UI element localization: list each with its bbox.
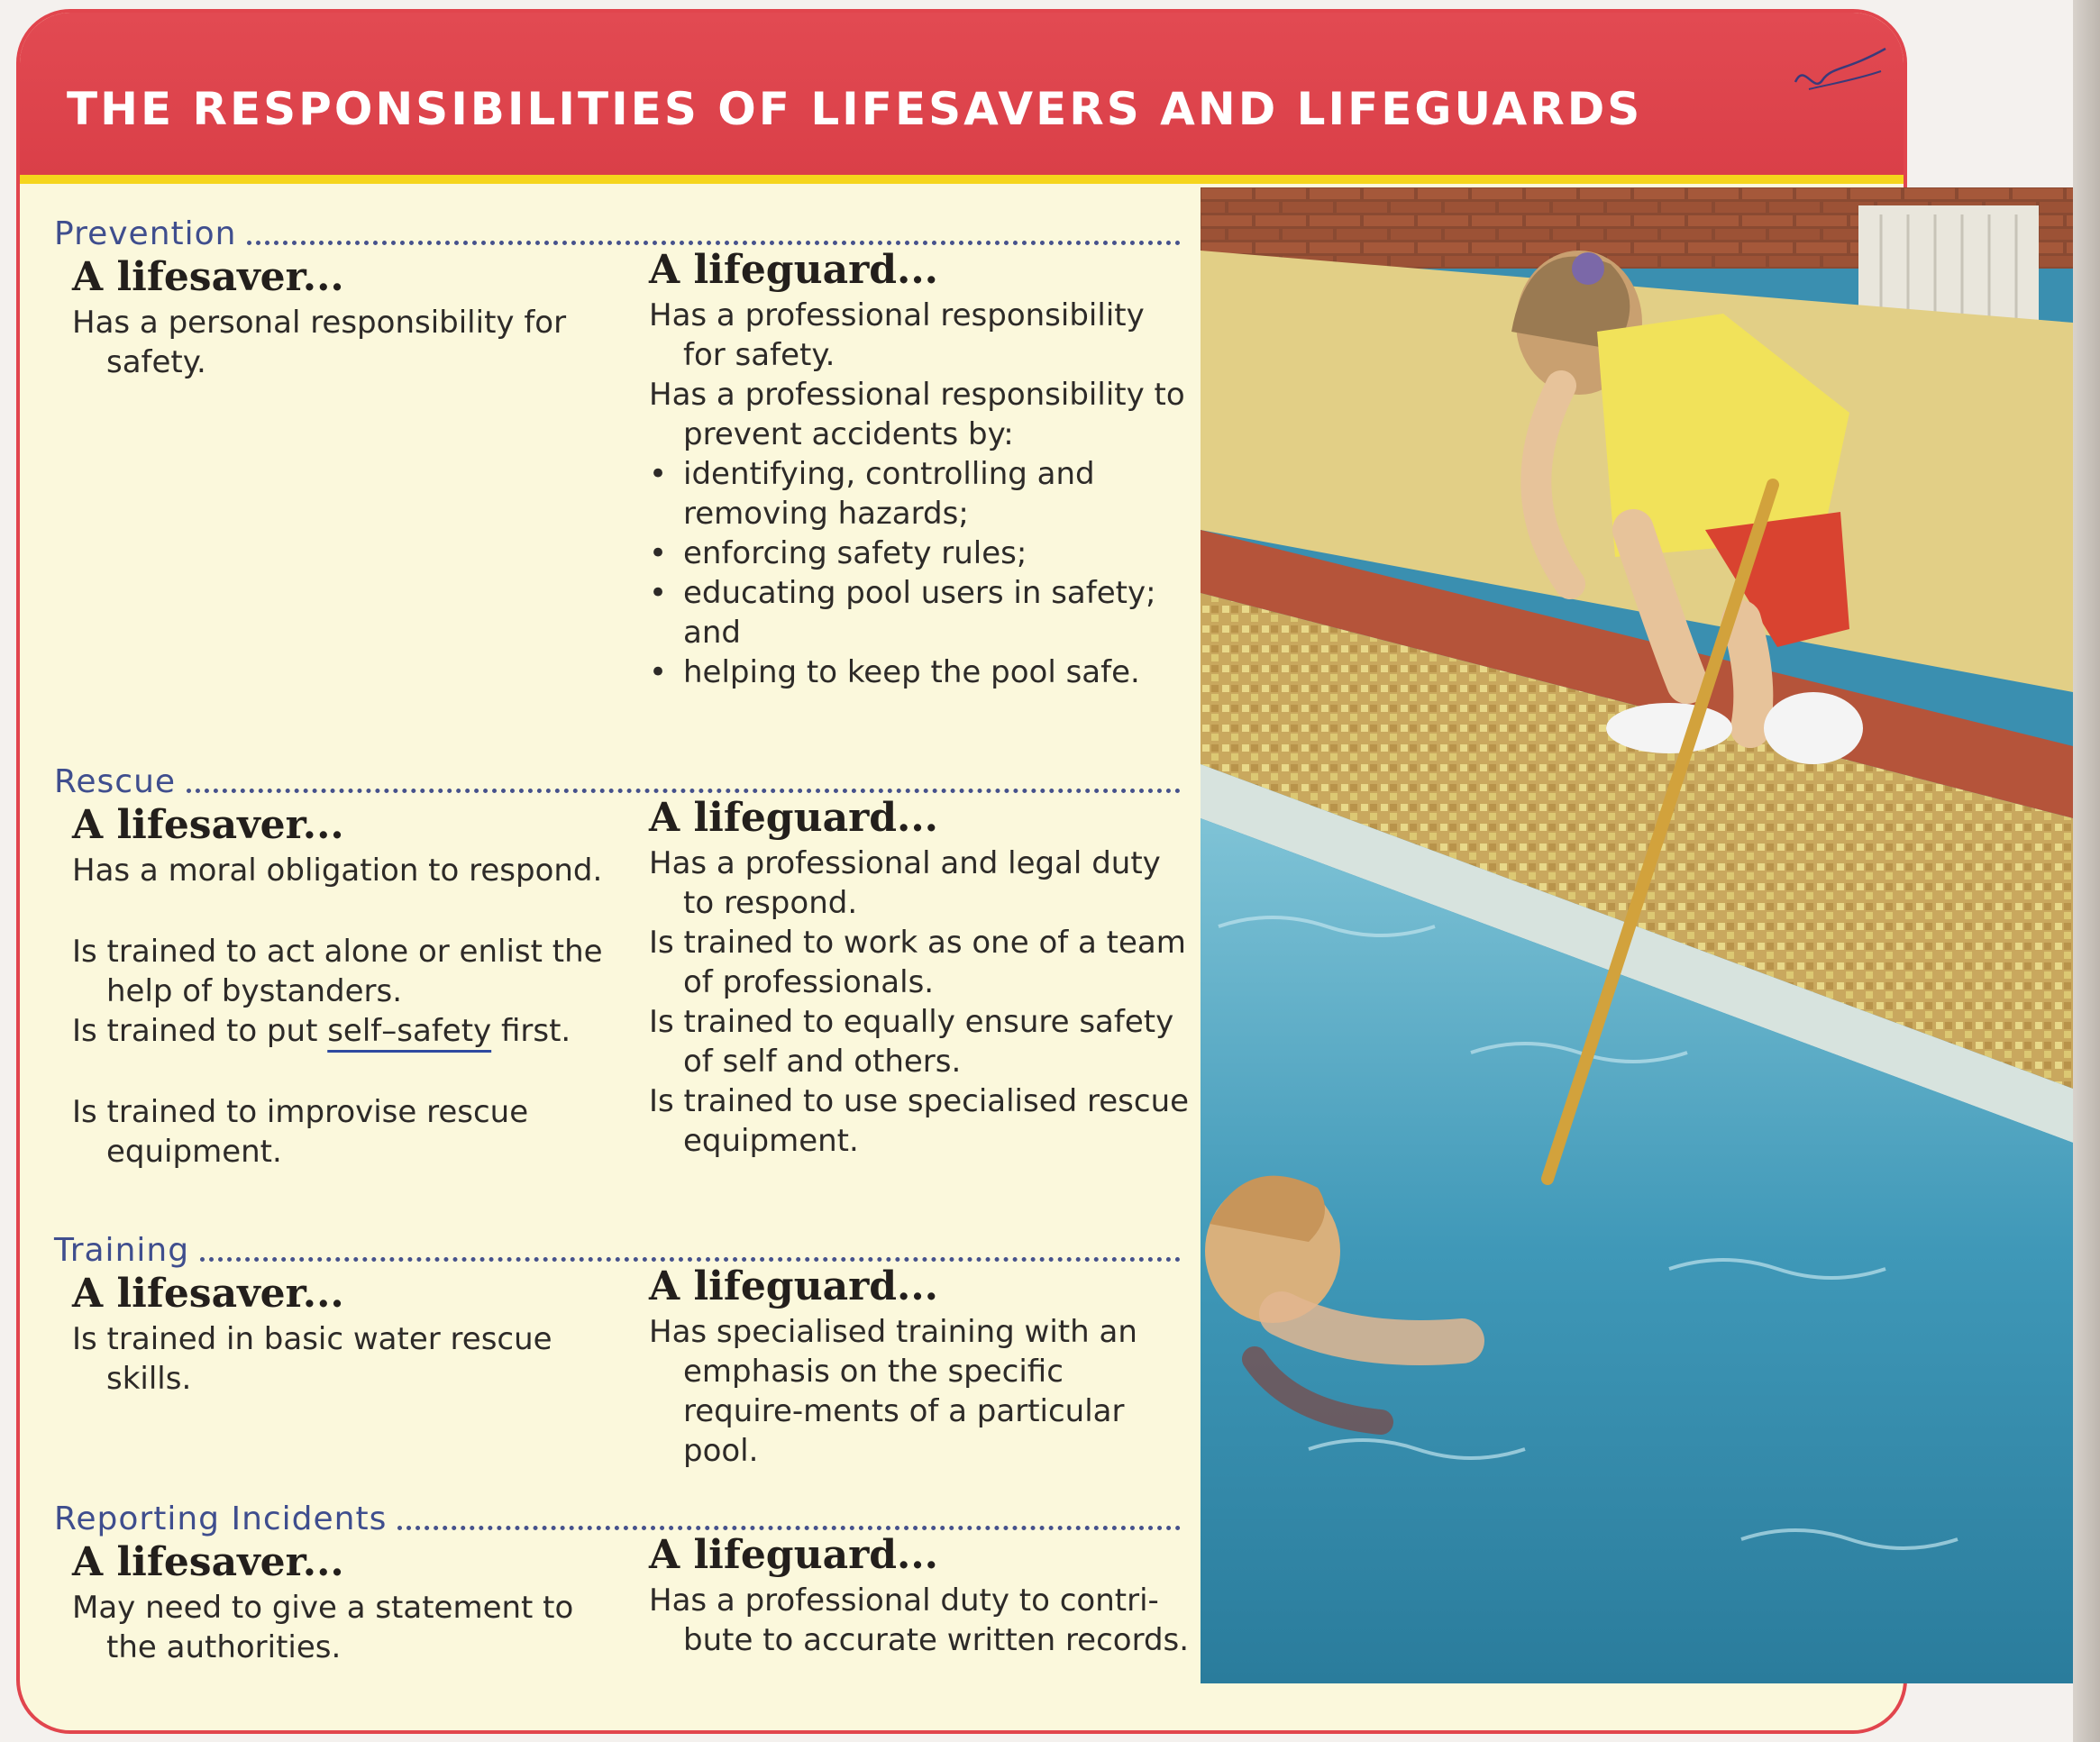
underlined-phrase: self–safety xyxy=(327,1013,492,1049)
text-line: Is trained to work as one of a team of professionals. xyxy=(649,925,1186,1000)
section-label: Reporting Incidents xyxy=(54,1500,388,1537)
lifesaver-heading: A lifesaver... xyxy=(72,802,344,848)
lifeguard-pool-photo xyxy=(1201,187,2073,1683)
text-line: Has a professional and legal duty to respond. xyxy=(649,845,1161,921)
bullet-item: • educating pool users in safety; and xyxy=(649,575,1156,651)
text-line: May need to give a statement to the authorities. xyxy=(72,1590,574,1665)
text-line: Is trained to equally ensure safety of self and others. xyxy=(649,1004,1174,1080)
section-label: Prevention xyxy=(54,215,237,252)
text-line: Has a personal responsibility for safety. xyxy=(72,305,567,380)
text-line: Has a professional responsibility for safety. xyxy=(649,297,1145,373)
section-label: Training xyxy=(54,1232,190,1269)
bullet-icon: • xyxy=(649,654,668,690)
lifeguard-heading: A lifeguard... xyxy=(649,1263,938,1309)
text-line: Is trained to act alone or enlist the help of bystanders. xyxy=(72,934,603,1009)
lifeguard-heading: A lifeguard... xyxy=(649,247,938,293)
bullet-icon: • xyxy=(649,575,668,611)
lifeguard-column xyxy=(649,245,1190,692)
text-line: Has specialised training with an emphasis on the specific require-ments of a particular pool. xyxy=(649,1314,1137,1469)
photo-illustration xyxy=(1201,187,2073,1683)
lifesaver-column xyxy=(72,1269,613,1399)
text-line: Is trained to put self–safety first. xyxy=(72,1013,571,1049)
pen-scribble-icon xyxy=(1791,44,1890,98)
lifeguard-column xyxy=(649,1262,1190,1471)
section-label: Rescue xyxy=(54,763,177,800)
bullet-icon: • xyxy=(649,535,668,571)
lifeguard-column xyxy=(649,1530,1190,1660)
page-edge xyxy=(2073,0,2100,1742)
lifesaver-heading: A lifesaver... xyxy=(72,1539,344,1585)
lifesaver-column xyxy=(72,800,613,1172)
text-line: Is trained to use specialised rescue equipment. xyxy=(649,1083,1190,1159)
text-line: Is trained in basic water rescue skills. xyxy=(72,1321,552,1397)
lifesaver-column xyxy=(72,252,613,382)
bullet-item: • enforcing safety rules; xyxy=(649,535,1027,571)
lifeguard-heading: A lifeguard... xyxy=(649,795,938,841)
lifesaver-heading: A lifesaver... xyxy=(72,1271,344,1317)
page-title: THE RESPONSIBILITIES OF LIFESAVERS AND LIFEGUARDS xyxy=(67,83,1643,135)
lifeguard-heading: A lifeguard... xyxy=(649,1532,938,1578)
lifesaver-heading: A lifesaver... xyxy=(72,254,344,300)
lifeguard-column xyxy=(649,793,1190,1161)
title-banner xyxy=(20,13,1904,184)
text-line: Has a professional responsibility to prevent accidents by: xyxy=(649,377,1185,452)
text-line: Is trained to improvise rescue equipment. xyxy=(72,1094,529,1170)
text-line: Has a professional duty to contri-bute to accurate written records. xyxy=(649,1582,1190,1658)
bullet-icon: • xyxy=(649,456,668,492)
text-line: Has a moral obligation to respond. xyxy=(72,853,603,889)
bullet-item: • helping to keep the pool safe. xyxy=(649,654,1140,690)
lifesaver-column xyxy=(72,1537,613,1667)
bullet-item: • identifying, controlling and removing hazards; xyxy=(649,456,1095,532)
